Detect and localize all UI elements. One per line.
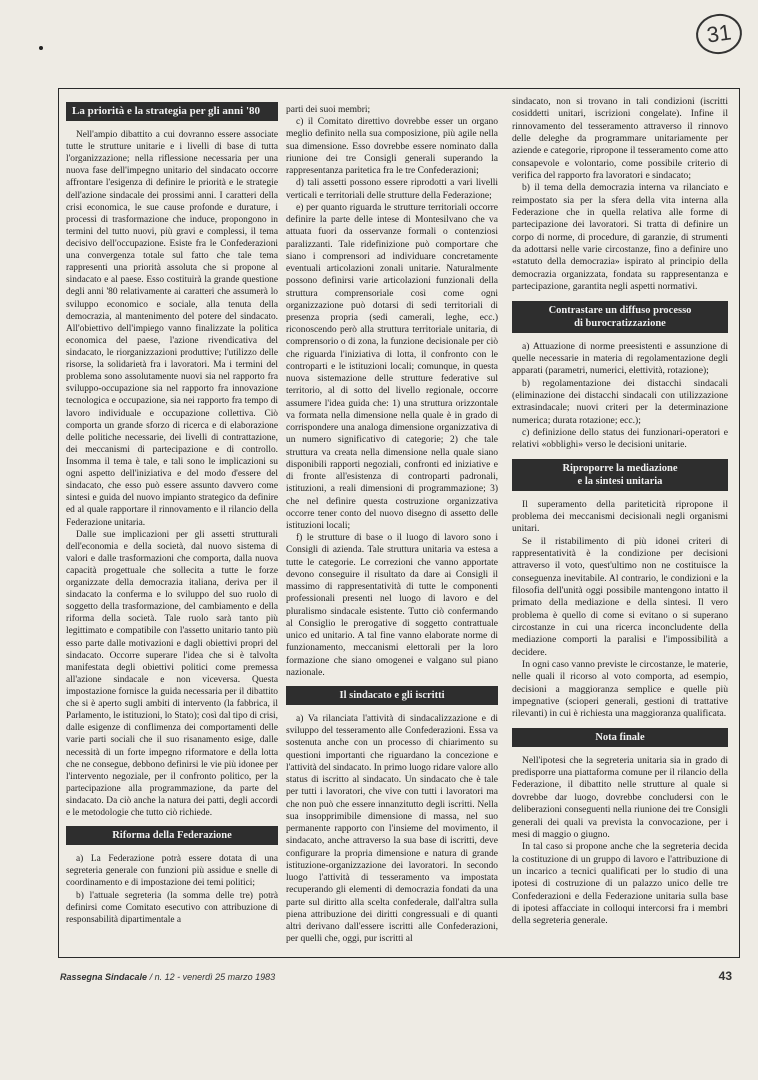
- paragraph: c) il Comitato direttivo dovrebbe esser un organo meglio definito nella sua composizione, più agile nella sua dimensione. Esso dovrebbe essere nominato dalla riunione dei tre Consigli generali superando la rappresentanza paritetica fra le tre Confederazioni;: [286, 117, 498, 177]
- paragraph: b) l'attuale segreteria (la somma delle tre) potrà definirsi come Comitato esecutivo con attribuzione di responsabilità dipartimentale a: [66, 890, 278, 925]
- section-heading: Nota finale: [512, 728, 728, 747]
- heading-line: di burocratizzazione: [574, 317, 666, 329]
- paragraph: c) definizione dello status dei funzionari-operatori e relativi «obblighi» verso le decisioni unitarie.: [512, 426, 728, 451]
- paragraph: Il superamento della pariteticità ripropone il problema dei meccanismi decisionali negli organismi unitari.: [512, 498, 728, 535]
- page-number: 43: [718, 969, 732, 983]
- heading-line: e la sintesi unitaria: [577, 475, 663, 487]
- paragraph: Dalle sue implicazioni per gli assetti strutturali dell'economia e della società, dal nuovo sistema di valori e dalle trasformazioni che comporta, dalla nuova capacità progettuale che sollecita a tutte le forze organizzate della democrazia italiana, deriva per il sindacato la conferma e lo sviluppo del suo ruolo di soggetto della trasformazione, del cambiamento e della riforma della società. Tale ruolo sarà tanto più legittimato e compatibile con l'assetto unitario tanto più esso parte dalle motivazioni e dagli obiettivi propri del sindacato. Occorre superare l'idea che si è talvolta manifestata degli obiettivi politici come premessa all'azione sindacale e non viceversa. Questa impostazione fornisce la guida necessaria per il dibattito che si è aperto sugli ambiti di intervento (la fabbrica, il Parlamento, le istituzioni, lo Stato); così dal tipo di crisi, dalle esigenze di conflimenza dei comportamenti delle varie parti sociali che il suo risanamento esige, dalle necessità di un forte impegno riformatore e della lotta che ne consegue, debbono definirsi le vie più idonee per l'intervento negoziale, per il confronto politico, per la partecipazione alla programmazione, da parte del sindacato. Da ciò anche la natura dei patti, degli accordi e le metodologie che tutto ciò richiede.: [66, 529, 278, 819]
- section-heading: [512, 459, 728, 491]
- publication-info: [60, 972, 275, 982]
- circled-annotation: 31: [693, 11, 744, 57]
- paragraph: e) per quanto riguarda le strutture territoriali occorre definire la parte delle intese di Montesilvano che va attuata fuori da osservanze formali o contenziosi paralizzanti. Tale ridefinizione può comportare che siano i comprensori ad individuare concretamente eventuali articolazioni zonali unitarie. Naturalmente possono definirsi varie articolazioni funzionali della struttura comprensoriale così come ogni organizzazione può dotarsi di sedi territoriali di presenza propria (sedi camerali, leghe, ecc.) riconoscendo però alla struttura territoriale unitaria, di comprensorio o di zona, la funzione decisionale per ciò che riguarda l'iniziativa di lotta, il confronto con le controparti e le istituzioni locali; comunque, in questa nuova sistemazione delle strutture federative sul territorio, al di sotto del livello regionale, occorre assumere l'idea guida che: 1) una struttura orizzontale va formata nella dimensione nella quale è in grado di corrispondere una analoga dimensione organizzativa di un numero significativo di categorie; 2) che tale struttura va creata nella dimensione nella quale siano disponibili rapporti negoziali, confronti ed iniziative e di fronte all'esistenza di controparti padronali, istituzioni, a reali dimensioni di programmazione; 3) che nel definire questa costruzione organizzativa occorre tener conto del nuovo disegno di assetto delle istituzioni locali;: [286, 202, 498, 531]
- column-3: [512, 96, 728, 936]
- paragraph: In ogni caso vanno previste le circostanze, le materie, nelle quali il ricorso al voto comporta, ad esempio, decisioni a maggioranza semplice e quelle più impegnative (scioperi generali, gestioni di trattative rilevanti) in cui è richiesta una maggioranza qualificata.: [512, 659, 728, 720]
- page-footer: [60, 969, 732, 983]
- paragraph: a) La Federazione potrà essere dotata di una segreteria generale con funzioni più assidue e snelle di coordinamento e di impostazione dei temi politici;: [66, 854, 278, 889]
- paragraph: a) Attuazione di norme preesistenti e assunzione di quelle necessarie in materia di regolamentazione degli apparati (parametri, numerici, elettività, rotazione);: [512, 340, 728, 377]
- paragraph: parti dei suoi membri;: [286, 105, 371, 115]
- column-2: [286, 104, 498, 944]
- heading-line: Riproporre la mediazione: [562, 462, 678, 474]
- paragraph: f) le strutture di base o il luogo di lavoro sono i Consigli di azienda. Tale struttura unitaria va estesa a tutte le categorie. Le correzioni che vanno apportate devono conseguire il risultato da dare ai Consigli il massimo di rappresentatività di tutte le componenti professionali presenti nel luogo di lavoro e del pluralismo sindacale esistente. Tutto ciò confermando al Consiglio le prerogative di soggetto contrattuale unico ed unitario. A tal fine vanno elaborate norme di funzionamento, meccanismi elettorali per la loro formazione che siano omogenei e valgano sul piano nazionale.: [286, 533, 498, 678]
- paragraph: Nell'ampio dibattito a cui dovranno essere associate tutte le strutture unitarie e i livelli di base di tutta l'organizzazione; nella riflessione necessaria per una nuova fase dell'impegno unitario del sindacato occorre affrontare l'esigenza di definire le priorità e le strategie dell'azione sindacale dei prossimi anni. I caratteri della crisi economica, le sue cause profonde e durature, i processi di trasformazione che induce, propongono in termini del tutto nuovi, più gravi e complessi, il tema decisivo dell'occupazione. Esiste fra le Confederazioni una convergenza totale sul fatto che tale tema rappresenti una priorità assoluta che si propone al sindacato e al paese. Esso costituirà la grande questione degli anni '80 relativamente ai caratteri che assumerà lo sviluppo economico e sociale, alla tenuta della democrazia, al mantenimento del potere del sindacato. All'obiettivo dell'impiego vanno finalizzate la politica economica del paese, l'azione rivendicativa del sindacato, le riorganizzazioni produttive; l'utilizzo delle risorse, la solidarietà fra i lavoratori. Ma i termini del problema sono assolutamente nuovi sia nel rapporto fra sviluppo-occupazione sia nel rapporto fra innovazione tecnologica e occupazione, sia nei rapporto fra tempo di lavoro individuale e occupazione collettiva. Ciò comporta un grande sforzo di ricerca e di elaborazione delle politiche necessarie, dei livelli di contrattazione, dei meccanismi di partecipazione e di controllo. Insomma il tema è tale, e tali sono le implicazioni su ogni aspetto dell'iniziativa e del modo d'essere del sindacato, che esso può essere assunto davvero come sintesi e guida del nuovo impianto strategico da definire ed al quale rapportare il rinnovamento e il rilancio della Federazione unitaria.: [66, 130, 278, 528]
- paragraph: Se il ristabilimento di più idonei criteri di rappresentatività è la condizione per decisioni attraverso il voto, quest'ultimo non ne costituisce la conseguenza inevitabile. Al contrario, le condizioni e la filosofia dell'unità oggi possibile mantengono intatto il primato della mediazione e della sintesi. Il vero problema è quello di come si evitano o si superano circostanze in cui una ricerca inconcludente della mediazione comporti la paralisi e l'impossibilità a decidere.: [512, 535, 728, 658]
- heading-line: Contrastare un diffuso processo: [548, 304, 692, 316]
- paragraph: a) Va rilanciata l'attività di sindacalizzazione e di sviluppo del tesseramento alle Confederazioni. Essa va sostenuta anche con un processo di chiarimento su questioni importanti che riguardano la concezione e l'attività del sindacato. In primo luogo ridare valore allo status di iscritto al sindacato. Un sindacato che è tale per tutti i lavoratori, che vive con tutti i lavoratori ma che non può che essere innanzitutto degli iscritti. Nella sua insopprimibile dimensione di massa, nel suo permanente rapporto con l'insieme del movimento, il sindacato, anche attraverso la sua base di iscritti, deve configurare la propria dimensione e natura di grande istituzione-organizzazione dei lavoratori. In secondo luogo l'attività di tesseramento va impostata recuperando gli elementi di democrazia fondati da una parte sul diritto alla scelta confederale, dall'altra sulla piena attribuzione dei diritti congressuali e di quanti altri derivano dall'essere iscritti alle Confederazioni, per quelli che, oggi, pur iscritti al: [286, 714, 498, 944]
- section-heading: [512, 301, 728, 333]
- column-1: [66, 100, 278, 940]
- paragraph: d) tali assetti possono essere riprodotti a vari livelli verticali e territoriali delle strutture della Federazione;: [286, 178, 498, 201]
- section-heading: La priorità e la strategia per gli anni '80: [66, 102, 278, 121]
- paragraph: In tal caso si propone anche che la segreteria decida la costituzione di un gruppo di lavoro e l'attribuzione di un incarico a tecnici qualificati per lo studio di una ipotesi di costruzione di un palazzo unico delle tre Confederazioni e della Federazione unitaria sulla base di ipotesi affacciate in colloqui intercorsi fra i membri della segreteria generale.: [512, 841, 728, 927]
- section-heading: Il sindacato e gli iscritti: [286, 686, 498, 705]
- paragraph: b) regolamentazione dei distacchi sindacali (eliminazione dei distacchi sindacali con utilizzazione extrasindacale; nuovi criteri per la determinazione numerica; durata rotazione; ecc.);: [512, 377, 728, 426]
- ink-dot: [39, 46, 43, 50]
- paragraph: sindacato, non si trovano in tali condizioni (iscritti cosiddetti unitari, iscrizioni congelate). Infine il rinnovamento del tesseramento attraverso il rinnovo delle deleghe da programmare unitariamente per aziende e categorie, ripropone il tesseramento come atto consapevole e volontario, come possibile criterio di verifica del rapporto fra lavoratori e sindacato;: [512, 96, 728, 182]
- paragraph: Nell'ipotesi che la segreteria unitaria sia in grado di predisporre una piattaforma comune per il rilancio della Federazione, il dibattito nelle strutture al quale si dovrebbe dar luogo, dovrebbe concludersi con le deliberazioni conseguenti nella riunione dei tre Consigli generali dei quali va prevista la convocazione, per i mesi di maggio o giugno.: [512, 754, 728, 840]
- publication-name: Rassegna Sindacale: [60, 972, 148, 982]
- issue-info: / n. 12 - venerdì 25 marzo 1983: [149, 972, 276, 982]
- section-heading: Riforma della Federazione: [66, 826, 278, 845]
- paragraph: b) il tema della democrazia interna va rilanciato e reimpostato sia per la sfera della vita interna alla Federazione che in quella relativa alle forme di partecipazione dei lavoratori. Si tratta di definire un corpo di norme, di procedure, di garanzie, di strumenti da adottarsi nelle varie circostanze, fino a definire uno «statuto della democrazia» ispirato al principio della democrazia organizzata, fondata su rappresentanza e partecipazione, garantita negli aspetti normativi.: [512, 182, 728, 293]
